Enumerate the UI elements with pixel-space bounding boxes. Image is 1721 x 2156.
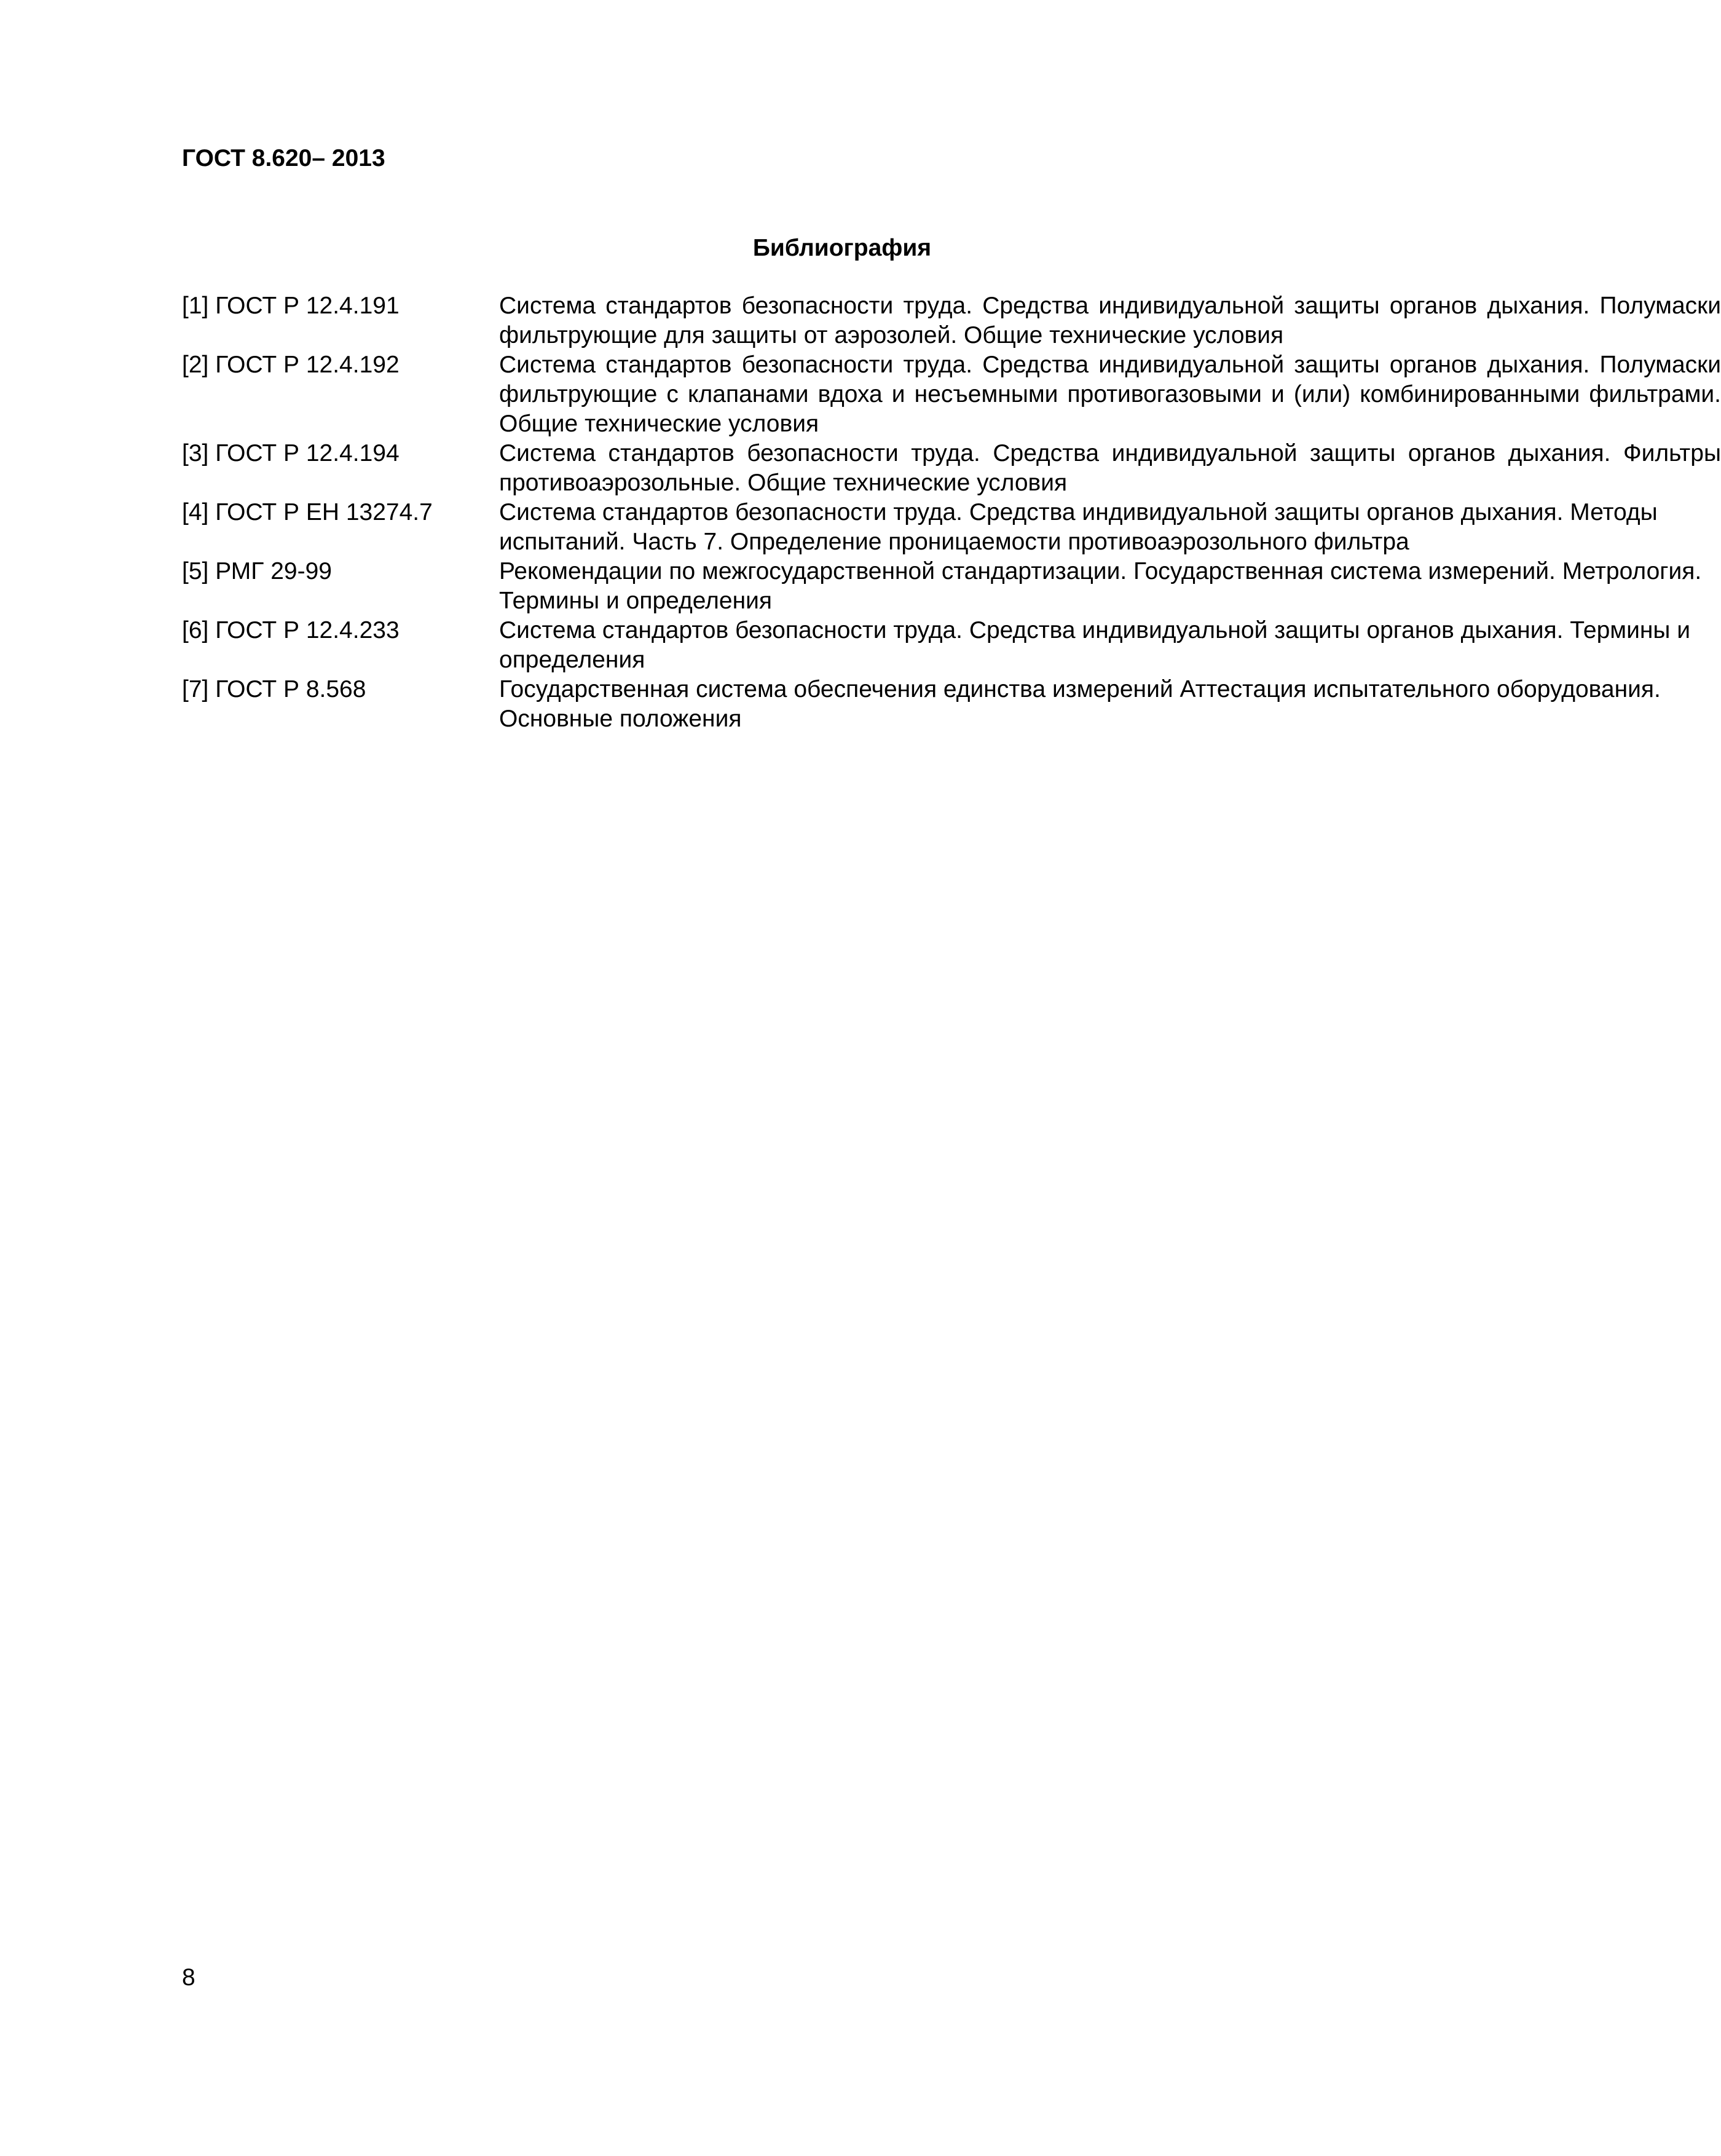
entry-reference: [7] ГОСТ Р 8.568 <box>182 676 366 702</box>
entry-reference: [5] РМГ 29-99 <box>182 558 332 584</box>
entry-description: Система стандартов безопасности труда. Средства индивидуальной защиты органов дыхания. Термины и определения <box>499 617 1691 673</box>
entry-description: Система стандартов безопасности труда. Средства индивидуальной защиты органов дыхания. Методы испытаний. Часть 7. Определение проницаемости противоаэрозольного фильтра <box>499 499 1658 555</box>
entry-description: Система стандартов безопасности труда. Средства индивидуальной защиты органов дыхания. Фильтры противоаэрозольные. Общие технические условия <box>499 440 1721 496</box>
page-number: 8 <box>182 1964 195 1991</box>
bibliography-entry-1 <box>182 291 1721 350</box>
entry-reference: [1] ГОСТ Р 12.4.191 <box>182 293 400 319</box>
entry-description: Система стандартов безопасности труда. Средства индивидуальной защиты органов дыхания. Полумаски фильтрующие для защиты от аэрозолей. Общие технические условия <box>499 293 1721 348</box>
entry-reference: [6] ГОСТ Р 12.4.233 <box>182 617 400 643</box>
entry-description: Государственная система обеспечения единства измерений Аттестация испытательного оборудования. Основные положения <box>499 676 1661 732</box>
bibliography-entry-6 <box>182 616 1691 675</box>
bibliography-list <box>182 291 1721 734</box>
bibliography-entry-4 <box>182 498 1658 557</box>
document-code-header: ГОСТ 8.620– 2013 <box>182 145 385 171</box>
bibliography-title: Библиография <box>752 235 932 261</box>
bibliography-entry-7 <box>182 675 1661 734</box>
entry-reference: [4] ГОСТ Р ЕН 13274.7 <box>182 499 433 525</box>
entry-description: Система стандартов безопасности труда. Средства индивидуальной защиты органов дыхания. Полумаски фильтрующие с клапанами вдоха и несъемными противогазовыми и (или) комбинированными фильтрами. Общие технические условия <box>499 352 1721 437</box>
entry-reference: [3] ГОСТ Р 12.4.194 <box>182 440 400 466</box>
entry-reference: [2] ГОСТ Р 12.4.192 <box>182 352 400 378</box>
entry-description: Рекомендации по межгосударственной стандартизации. Государственная система измерений. Метрология. Термины и определения <box>499 558 1702 614</box>
bibliography-entry-3 <box>182 439 1721 498</box>
bibliography-entry-5 <box>182 557 1702 616</box>
bibliography-entry-2 <box>182 350 1721 439</box>
